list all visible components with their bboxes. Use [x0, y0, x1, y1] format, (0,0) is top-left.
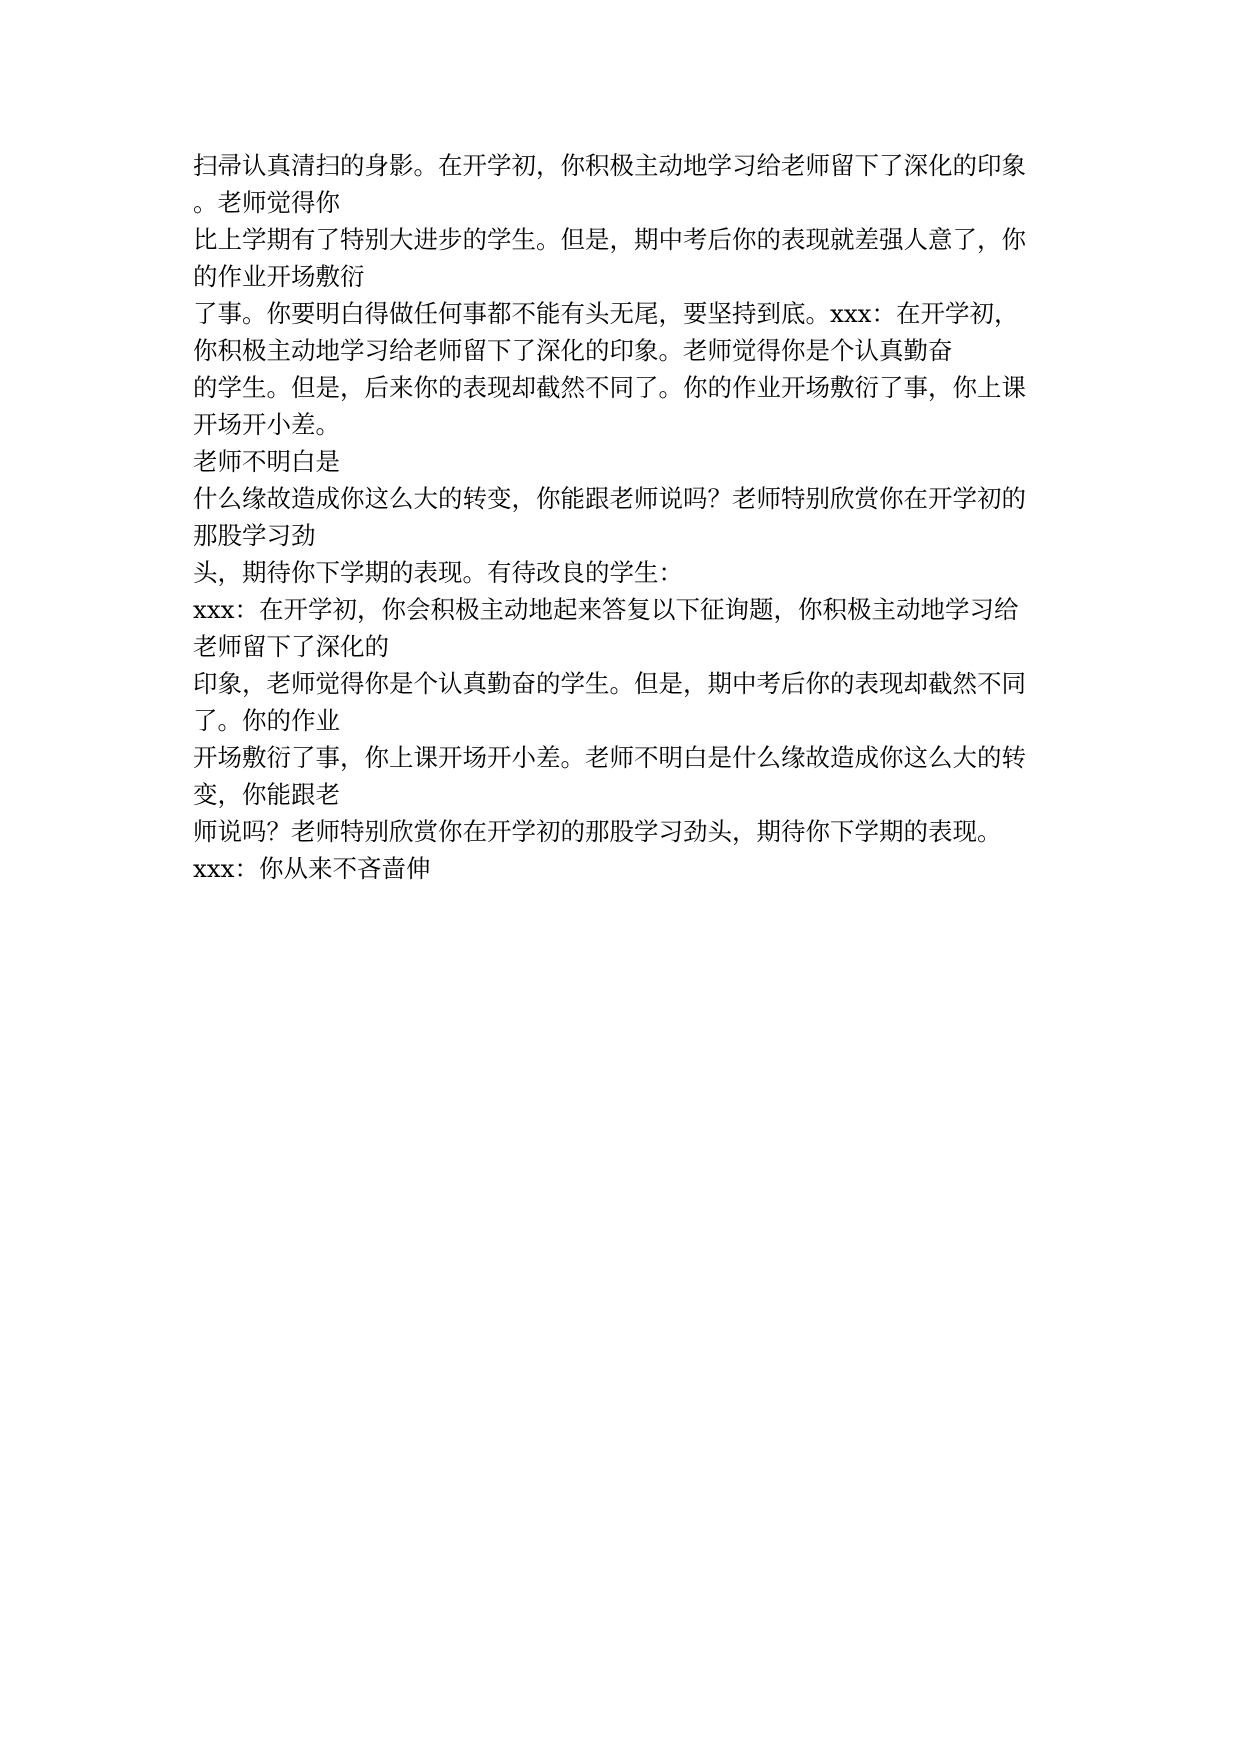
text-line: xxx：在开学初，你会积极主动地起来答复以下征询题，你积极主动地学习给: [193, 595, 1019, 624]
text-line: 比上学期有了特别大进步的学生。但是，期中考后你的表现就差强人意了，你: [193, 225, 1026, 254]
text-line: 那股学习劲: [193, 521, 316, 550]
text-line: 了事。你要明白得做任何事都不能有头无尾，要坚持到底。xxx：在开学初，: [193, 299, 1019, 328]
body-text: [193, 147, 1073, 887]
text-line: 扫帚认真清扫的身影。在开学初，你积极主动地学习给老师留下了深化的印象: [193, 151, 1026, 180]
text-line: 了。你的作业: [193, 706, 340, 735]
text-line: xxx：你从来不吝啬伸: [193, 854, 431, 883]
text-line: 变，你能跟老: [193, 780, 340, 809]
text-line: 的作业开场敷衍: [193, 262, 365, 291]
text-line: 头，期待你下学期的表现。有待改良的学生：: [193, 558, 683, 587]
text-line: 印象，老师觉得你是个认真勤奋的学生。但是，期中考后你的表现却截然不同: [193, 669, 1026, 698]
text-line: 师说吗？老师特别欣赏你在开学初的那股学习劲头，期待你下学期的表现。: [193, 817, 1002, 846]
text-line: 的学生。但是，后来你的表现却截然不同了。你的作业开场敷衍了事，你上课: [193, 373, 1026, 402]
text-line: 老师不明白是: [193, 447, 340, 476]
text-line: 开场敷衍了事，你上课开场开小差。老师不明白是什么缘故造成你这么大的转: [193, 743, 1026, 772]
text-line: 老师留下了深化的: [193, 632, 389, 661]
text-line: 你积极主动地学习给老师留下了深化的印象。老师觉得你是个认真勤奋: [193, 336, 953, 365]
text-line: 什么缘故造成你这么大的转变，你能跟老师说吗？老师特别欣赏你在开学初的: [193, 484, 1026, 513]
text-line: 。老师觉得你: [193, 188, 340, 217]
text-line: 开场开小差。: [193, 410, 340, 439]
